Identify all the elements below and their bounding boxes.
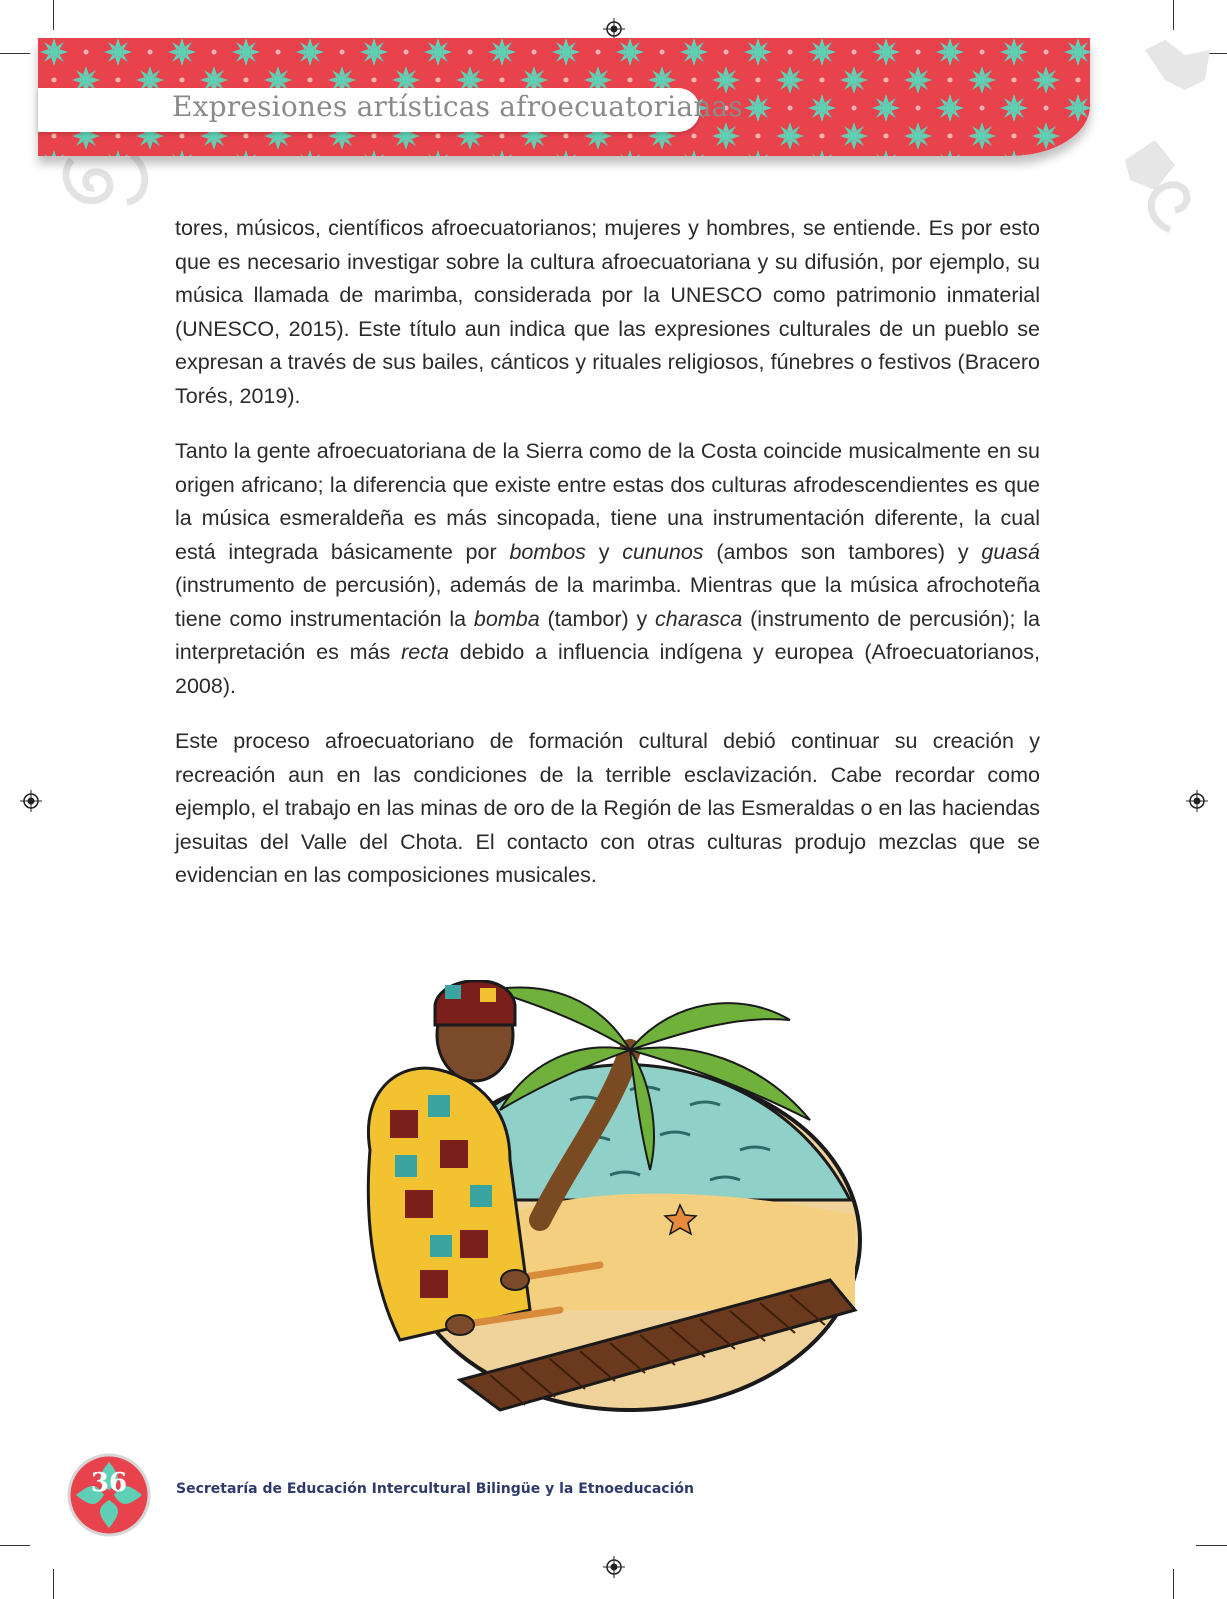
paragraph-1: tores, músicos, científicos afroecuatorianos; mujeres y hombres, se entiende. Es por esto que es necesario investigar sobre la cultura afroecuatoriana y su difusión, por ejemplo, su música llamada de marimba, considerada por la UNESCO como patrimonio inmaterial (UNESCO, 2015). Este título aun indica que las expresiones culturales de un pueblo se expresan a través de sus bailes, cánticos y rituales religiosos, fúnebres o festivos (Bracero Torés, 2019). — [175, 216, 1040, 408]
crop-mark — [0, 53, 30, 54]
paragraph-2: Tanto la gente afroecuatoriana de la Sierra como de la Costa coincide musicalmente en su origen africano; la diferencia que existe entre estas dos culturas afrodescendientes es que la música esmeraldeña es más sincopada, tiene una instrumentación diferente, la cual está integrada básicamente por bombos y cununos (ambos son tambores) y guasá (instrumento de percusión), además de la marimba. Mientras que la música afrochoteña tiene como instrumentación la bomba (tambor) y charasca (instrumento de percusión); la interpretación es más recta debido a influencia indígena y europea (Afroecuatorianos, 2008). — [175, 439, 1041, 698]
crop-mark — [53, 1569, 54, 1599]
crop-mark — [53, 0, 54, 30]
registration-mark-icon — [603, 18, 625, 40]
registration-mark-icon — [20, 790, 42, 812]
crop-mark — [0, 1545, 30, 1546]
page-number: 36 — [90, 1468, 128, 1498]
header-title-tab — [38, 88, 743, 132]
page-header-title: Expresiones artísticas afroecuatorianas — [172, 90, 743, 123]
footer-institution: Secretaría de Educación Intercultural Bilingüe y la Etnoeducación — [176, 1481, 694, 1497]
registration-mark-icon — [1186, 790, 1208, 812]
paragraph-3: Este proceso afroecuatoriano de formación cultural debió continuar su creación y recreación aun en las condiciones de la terrible esclavización. Cabe recordar como ejemplo, el trabajo en las minas de oro de la Región de las Esmeraldas o en las haciendas jesuitas del Valle del Chota. El contacto con otras culturas produjo mezclas que se evidencian en las composiciones musicales. — [175, 729, 1040, 887]
marimba-player-illustration — [310, 980, 890, 1420]
crop-mark — [1196, 1545, 1227, 1546]
registration-mark-icon — [603, 1556, 625, 1578]
main-text — [175, 212, 1040, 915]
spiral-ornament-icon — [52, 150, 162, 220]
crop-mark — [1173, 0, 1174, 30]
crop-mark — [1173, 1569, 1174, 1599]
sun-ornament-icon — [1085, 40, 1227, 240]
